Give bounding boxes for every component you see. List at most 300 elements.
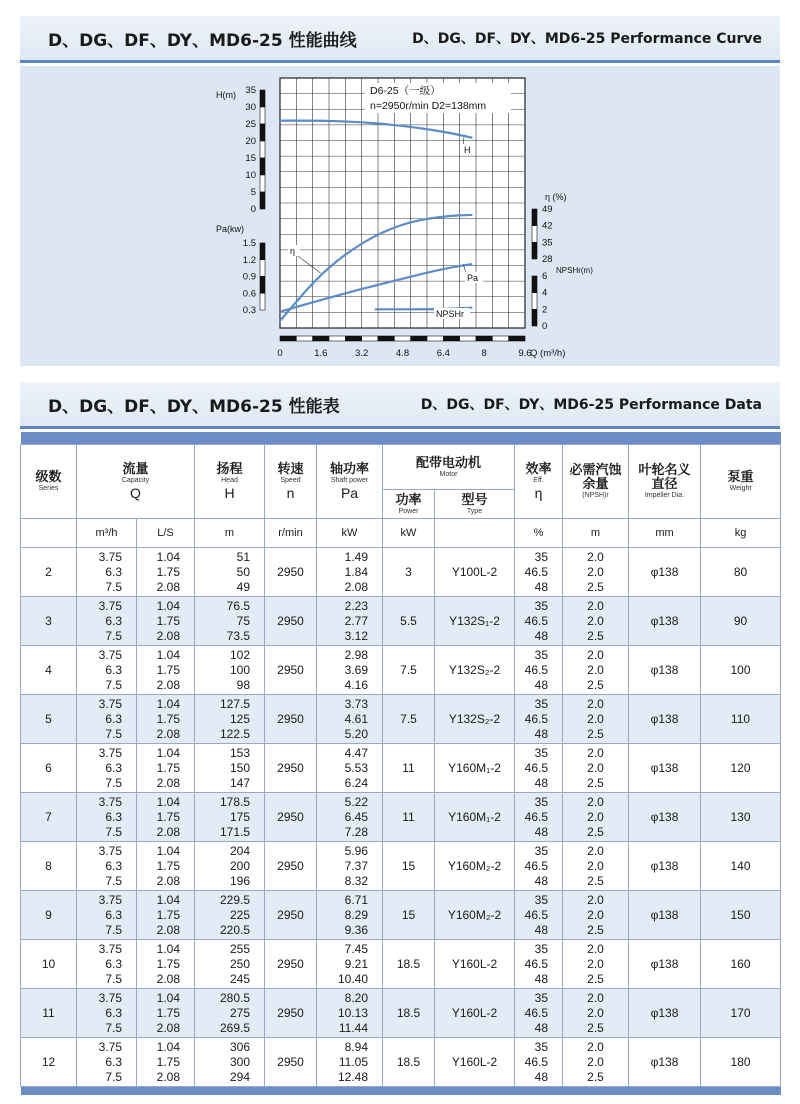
capacity-m3h-value: 7.5 [105,873,122,888]
capacity-ls-value: 1.75 [156,711,180,726]
series-cell: 8 [21,842,77,891]
npsh-cell [563,548,629,597]
npsh-cell [563,1038,629,1087]
head-tick-label: 20 [245,136,256,147]
power-tick-label: 1.5 [242,238,256,249]
capacity-ls-value: 1.75 [156,1005,180,1020]
motor-type-cell: Y132S₂-2 [435,695,515,744]
efficiency-value: 46.5 [524,760,548,775]
x-axis-segment [296,336,312,341]
capacity-m3h-value: 7.5 [105,726,122,741]
npsh-value: 2.5 [587,873,604,888]
efficiency-cell [515,793,563,842]
capacity-ls-value: 1.04 [156,794,180,809]
npsh-value: 2.0 [587,662,604,677]
speed-cell: 2950 [265,597,317,646]
motor-type-cell: Y160M₂-2 [435,842,515,891]
capacity-m3h-value: 7.5 [105,824,122,839]
series-cell: 10 [21,940,77,989]
capacity-m3h-cell [77,744,137,793]
weight-cell: 150 [701,891,781,940]
weight-cell: 170 [701,989,781,1038]
npsh-cell [563,989,629,1038]
shaft-power-value: 7.45 [344,941,368,956]
table-row [21,1038,781,1087]
capacity-ls-value: 2.08 [156,971,180,986]
capacity-m3h-cell [77,989,137,1038]
capacity-ls-value: 1.75 [156,907,180,922]
motor-power-cell: 11 [383,744,435,793]
motor-power-cell: 7.5 [383,646,435,695]
weight-cell: 140 [701,842,781,891]
shaft-power-value: 3.69 [344,662,368,677]
head-cell [195,793,265,842]
series-cell: 9 [21,891,77,940]
weight-cell: 90 [701,597,781,646]
capacity-ls-value: 2.08 [156,1020,180,1035]
shaft-power-cell [317,695,383,744]
efficiency-value: 48 [534,775,548,790]
npsh-value: 2.0 [587,956,604,971]
efficiency-value: 35 [534,598,548,613]
efficiency-cell [515,597,563,646]
npsh-tick-label: 2 [542,304,548,316]
efficiency-axis-segment [532,226,537,243]
capacity-m3h-cell [77,940,137,989]
efficiency-value: 35 [534,892,548,907]
capacity-m3h-cell [77,842,137,891]
head-value: 100 [229,662,250,677]
x-axis-segment [345,336,361,341]
efficiency-value: 46.5 [524,858,548,873]
capacity-m3h-value: 3.75 [98,647,122,662]
capacity-m3h-value: 6.3 [105,1054,122,1069]
capacity-m3h-value: 6.3 [105,760,122,775]
head-cell [195,646,265,695]
unit-type-blank [435,519,515,548]
unit-cell: m [563,519,629,548]
efficiency-tick-label: 49 [542,204,553,215]
header-capacity: 流量 Capacity Q [77,445,195,519]
head-cell [195,597,265,646]
capacity-m3h-value: 3.75 [98,794,122,809]
capacity-m3h-cell [77,891,137,940]
head-value: 153 [229,745,250,760]
capacity-m3h-value: 7.5 [105,1020,122,1035]
efficiency-value: 46.5 [524,1005,548,1020]
npsh-value: 2.0 [587,990,604,1005]
unit-cell: kW [317,519,383,548]
weight-cell: 100 [701,646,781,695]
head-value: 50 [236,564,250,579]
shaft-power-cell [317,793,383,842]
capacity-ls-cell [137,940,195,989]
npsh-value: 2.0 [587,1039,604,1054]
motor-power-cell: 11 [383,793,435,842]
capacity-ls-cell [137,1038,195,1087]
performance-curve-chart [20,66,780,366]
x-axis-segment [460,336,476,341]
capacity-ls-value: 2.08 [156,775,180,790]
shaft-power-value: 8.29 [344,907,368,922]
npsh-tick-label: 6 [542,271,548,282]
power-tick-label: 1.2 [242,254,256,266]
series-cell: 7 [21,793,77,842]
head-axis-segment [260,158,265,175]
capacity-ls-value: 2.08 [156,873,180,888]
npsh-value: 2.5 [587,922,604,937]
shaft-power-cell [317,597,383,646]
npsh-value: 2.5 [587,579,604,594]
power-tick-label: 0.6 [242,288,256,300]
curve-label: η [290,246,296,256]
capacity-ls-value: 1.04 [156,549,180,564]
x-axis-segment [411,336,427,341]
shaft-power-value: 8.94 [344,1039,368,1054]
x-tick-label: 4.8 [395,348,410,359]
head-value: 200 [229,858,250,873]
weight-cell: 120 [701,744,781,793]
head-value: 175 [229,809,250,824]
weight-cell: 80 [701,548,781,597]
motor-power-cell: 15 [383,842,435,891]
weight-cell: 160 [701,940,781,989]
table-row [21,548,781,597]
head-cell [195,1038,265,1087]
shaft-power-cell [317,1038,383,1087]
impeller-cell: φ138 [629,989,701,1038]
capacity-ls-value: 1.75 [156,809,180,824]
head-axis-label: H(m) [216,90,236,100]
head-tick-label: 25 [245,119,256,130]
performance-table [20,432,781,1095]
capacity-m3h-value: 7.5 [105,677,122,692]
motor-power-cell: 3 [383,548,435,597]
efficiency-value: 35 [534,1039,548,1054]
head-cell [195,548,265,597]
shaft-power-value: 3.12 [344,628,368,643]
capacity-m3h-value: 7.5 [105,971,122,986]
capacity-m3h-value: 6.3 [105,613,122,628]
npsh-value: 2.5 [587,726,604,741]
head-value: 225 [229,907,250,922]
header-speed: 转速 Speed n [265,445,317,519]
shaft-power-value: 6.71 [344,892,368,907]
efficiency-axis-segment [532,209,537,226]
head-value: 73.5 [226,628,250,643]
impeller-cell: φ138 [629,548,701,597]
head-axis-segment [260,107,265,124]
header-motor-type: 型号 Type [435,490,515,519]
shaft-power-value: 10.40 [337,971,368,986]
head-value: 300 [229,1054,250,1069]
npsh-cell [563,597,629,646]
capacity-ls-value: 1.75 [156,956,180,971]
impeller-cell: φ138 [629,842,701,891]
efficiency-value: 35 [534,941,548,956]
shaft-power-cell [317,842,383,891]
capacity-m3h-value: 7.5 [105,628,122,643]
efficiency-tick-label: 28 [542,254,553,265]
efficiency-value: 48 [534,726,548,741]
chart-title: D6-25（一级） [370,85,441,97]
x-axis-segment [509,336,525,341]
capacity-ls-value: 2.08 [156,824,180,839]
shaft-power-value: 6.24 [344,775,368,790]
npsh-value: 2.5 [587,824,604,839]
npsh-value: 2.5 [587,971,604,986]
series-cell: 11 [21,989,77,1038]
capacity-m3h-cell [77,695,137,744]
capacity-m3h-value: 3.75 [98,1039,122,1054]
head-tick-label: 10 [245,170,256,181]
head-value: 196 [229,873,250,888]
efficiency-tick-label: 42 [542,220,553,232]
head-value: 280.5 [219,990,250,1005]
motor-power-cell: 18.5 [383,940,435,989]
header-motor: 配带电动机 Motor [383,445,515,490]
motor-type-cell: Y160L-2 [435,1038,515,1087]
shaft-power-value: 1.49 [344,549,368,564]
capacity-ls-value: 1.04 [156,598,180,613]
capacity-m3h-cell [77,548,137,597]
npsh-axis-segment [532,309,537,326]
speed-cell: 2950 [265,646,317,695]
head-value: 127.5 [219,696,250,711]
speed-cell: 2950 [265,1038,317,1087]
motor-type-cell: Y160M₁-2 [435,744,515,793]
table-row [21,646,781,695]
head-value: 294 [229,1069,250,1084]
weight-cell: 130 [701,793,781,842]
motor-type-cell: Y160M₁-2 [435,793,515,842]
head-axis-segment [260,124,265,141]
shaft-power-value: 2.98 [344,647,368,662]
unit-cell: kg [701,519,781,548]
table-row [21,597,781,646]
head-tick-label: 15 [245,153,256,164]
capacity-m3h-value: 7.5 [105,1069,122,1084]
x-tick-label: 9.6 [518,348,532,359]
head-value: 171.5 [219,824,250,839]
shaft-power-cell [317,548,383,597]
impeller-cell: φ138 [629,891,701,940]
head-cell [195,842,265,891]
npsh-axis-label: NPSHr(m) [556,266,593,275]
capacity-m3h-value: 3.75 [98,990,122,1005]
series-cell: 12 [21,1038,77,1087]
x-axis-segment [476,336,492,341]
head-tick-label: 35 [245,85,256,96]
head-axis-segment [260,175,265,192]
efficiency-cell [515,695,563,744]
efficiency-value: 48 [534,873,548,888]
capacity-ls-value: 1.75 [156,613,180,628]
table-row [21,793,781,842]
npsh-value: 2.0 [587,809,604,824]
efficiency-cell [515,989,563,1038]
shaft-power-value: 5.53 [344,760,368,775]
capacity-m3h-value: 7.5 [105,775,122,790]
table-units-row [21,519,781,548]
capacity-m3h-value: 6.3 [105,809,122,824]
capacity-ls-value: 2.08 [156,677,180,692]
efficiency-cell [515,548,563,597]
npsh-axis-segment [532,276,537,293]
efficiency-cell [515,1038,563,1087]
curve-title-en: D、DG、DF、DY、MD6-25 Performance Curve [412,31,762,47]
efficiency-value: 48 [534,824,548,839]
npsh-value: 2.0 [587,941,604,956]
performance-curve-panel [20,66,780,366]
header-weight: 泵重 Weight [701,445,781,519]
efficiency-value: 35 [534,745,548,760]
weight-cell: 180 [701,1038,781,1087]
efficiency-tick-label: 35 [542,237,553,249]
capacity-m3h-cell [77,793,137,842]
efficiency-value: 35 [534,990,548,1005]
head-axis-segment [260,192,265,209]
efficiency-cell [515,842,563,891]
npsh-value: 2.0 [587,907,604,922]
shaft-power-value: 4.16 [344,677,368,692]
capacity-ls-value: 1.75 [156,564,180,579]
npsh-value: 2.5 [587,1069,604,1084]
table-title-en: D、DG、DF、DY、MD6-25 Performance Data [420,397,762,413]
efficiency-axis-label: η (%) [545,192,567,202]
motor-type-cell: Y132S₁-2 [435,597,515,646]
npsh-cell [563,842,629,891]
npsh-value: 2.0 [587,647,604,662]
curve-label: H [464,145,471,155]
impeller-cell: φ138 [629,744,701,793]
shaft-power-value: 7.28 [344,824,368,839]
head-cell [195,744,265,793]
npsh-value: 2.5 [587,1020,604,1035]
table-row [21,989,781,1038]
table-row [21,842,781,891]
npsh-tick-label: 0 [542,321,548,332]
capacity-ls-cell [137,646,195,695]
header-shaft-power: 轴功率 Shaft power Pa [317,445,383,519]
power-tick-label: 0.9 [242,271,256,283]
efficiency-value: 48 [534,971,548,986]
header-series: 级数 Series [21,445,77,519]
capacity-ls-cell [137,548,195,597]
shaft-power-value: 9.36 [344,922,368,937]
capacity-m3h-value: 3.75 [98,941,122,956]
efficiency-value: 46.5 [524,907,548,922]
head-cell [195,891,265,940]
capacity-m3h-value: 3.75 [98,843,122,858]
unit-cell: mm [629,519,701,548]
efficiency-value: 48 [534,922,548,937]
npsh-value: 2.0 [587,892,604,907]
shaft-power-value: 3.73 [344,696,368,711]
table-row [21,744,781,793]
table-body [21,548,781,1087]
x-axis-segment [313,336,329,341]
unit-cell: m [195,519,265,548]
efficiency-value: 35 [534,696,548,711]
efficiency-value: 46.5 [524,613,548,628]
motor-power-cell: 5.5 [383,597,435,646]
capacity-ls-value: 1.75 [156,1054,180,1069]
x-axis-segment [492,336,508,341]
table-section-header [20,382,780,429]
efficiency-cell [515,891,563,940]
motor-type-cell: Y160M₂-2 [435,891,515,940]
table-row [21,695,781,744]
efficiency-value: 48 [534,677,548,692]
weight-cell: 110 [701,695,781,744]
capacity-ls-value: 2.08 [156,922,180,937]
shaft-power-cell [317,940,383,989]
efficiency-value: 48 [534,1020,548,1035]
efficiency-cell [515,646,563,695]
head-value: 220.5 [219,922,250,937]
head-value: 76.5 [226,598,250,613]
header-efficiency: 效率 Eff. η [515,445,563,519]
speed-cell: 2950 [265,744,317,793]
series-cell: 4 [21,646,77,695]
capacity-m3h-value: 6.3 [105,956,122,971]
npsh-value: 2.0 [587,760,604,775]
npsh-value: 2.0 [587,711,604,726]
npsh-value: 2.5 [587,775,604,790]
impeller-cell: φ138 [629,597,701,646]
head-value: 49 [236,579,250,594]
head-value: 275 [229,1005,250,1020]
impeller-cell: φ138 [629,646,701,695]
speed-cell: 2950 [265,842,317,891]
efficiency-value: 35 [534,843,548,858]
shaft-power-value: 2.08 [344,579,368,594]
unit-cell: L/S [137,519,195,548]
capacity-m3h-cell [77,646,137,695]
head-value: 255 [229,941,250,956]
series-cell: 3 [21,597,77,646]
speed-cell: 2950 [265,989,317,1038]
head-axis-segment [260,141,265,158]
shaft-power-cell [317,989,383,1038]
power-axis-segment [260,260,265,277]
power-axis-label: Pa(kw) [216,224,245,234]
motor-type-cell: Y100L-2 [435,548,515,597]
capacity-m3h-value: 3.75 [98,892,122,907]
capacity-ls-value: 1.04 [156,1039,180,1054]
series-cell: 2 [21,548,77,597]
shaft-power-value: 11.05 [338,1054,368,1069]
npsh-value: 2.5 [587,677,604,692]
unit-series-blank [21,519,77,548]
capacity-ls-cell [137,793,195,842]
npsh-cell [563,793,629,842]
shaft-power-value: 4.47 [344,745,368,760]
head-value: 204 [229,843,250,858]
efficiency-value: 46.5 [524,809,548,824]
npsh-cell [563,940,629,989]
curve-section-header [20,16,780,63]
table-top-bar [21,432,781,445]
power-axis-segment [260,243,265,260]
capacity-m3h-cell [77,1038,137,1087]
head-value: 102 [229,647,250,662]
capacity-m3h-cell [77,597,137,646]
shaft-power-value: 10.13 [337,1005,368,1020]
x-axis-segment [378,336,394,341]
capacity-m3h-value: 3.75 [98,745,122,760]
